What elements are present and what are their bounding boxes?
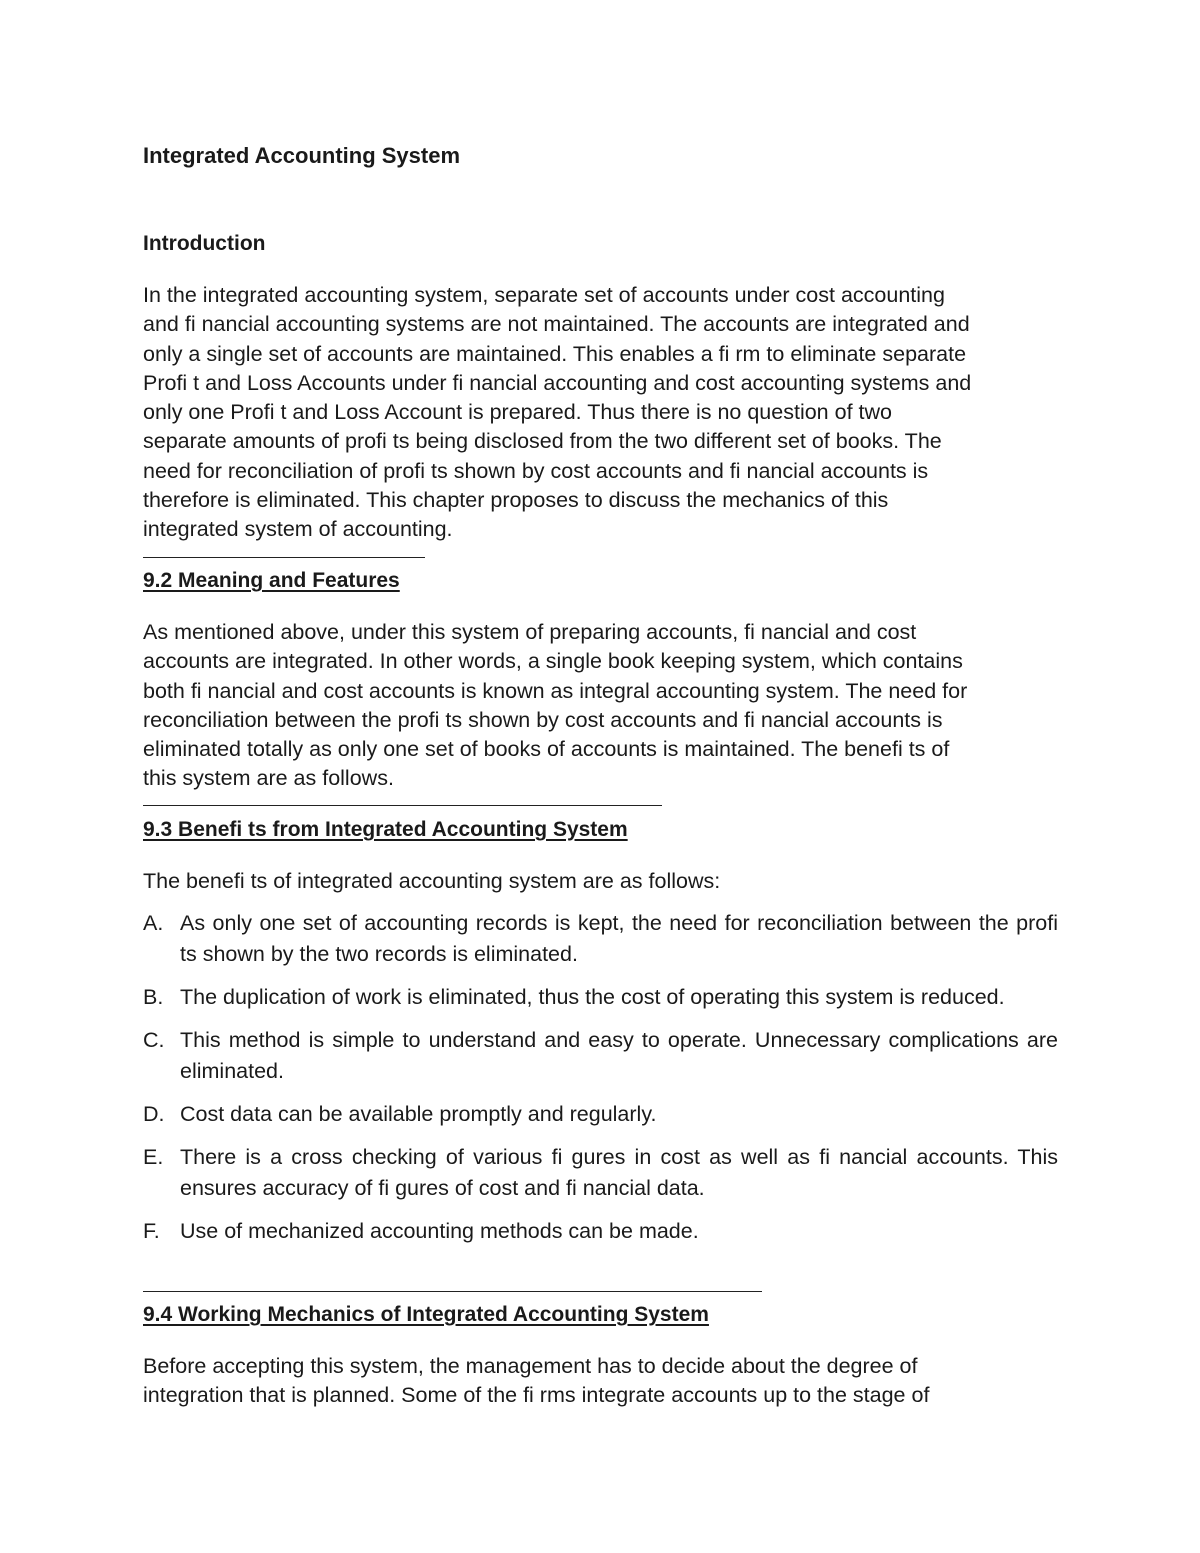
list-item-letter: C. [143, 1028, 165, 1052]
section-9-3-intro: The benefi ts of integrated accounting system are as follows: [143, 869, 721, 893]
section-divider [143, 805, 662, 806]
list-item-text: Use of mechanized accounting methods can be made. [180, 1219, 699, 1243]
list-item [143, 982, 1058, 1013]
list-item-text: There is a cross checking of various fi gures in cost as well as fi nancial accounts. This ensures accuracy of fi gures of cost and fi nancial data. [180, 1145, 1058, 1200]
list-item-letter: D. [143, 1102, 165, 1126]
list-item-letter: B. [143, 985, 164, 1009]
list-item [143, 1099, 1058, 1130]
list-item-text: Cost data can be available promptly and regularly. [180, 1102, 657, 1126]
list-item-letter: E. [143, 1145, 164, 1169]
section-9-4-paragraph: Before accepting this system, the management has to decide about the degree of integration that is planned. Some of the fi rms integrate accounts up to the stage of [143, 1354, 930, 1408]
list-item-letter: F. [143, 1219, 160, 1243]
list-item-text: This method is simple to understand and easy to operate. Unnecessary complications are eliminated. [180, 1028, 1058, 1083]
list-item [143, 1025, 1058, 1087]
introduction-paragraph: In the integrated accounting system, separate set of accounts under cost accounting and fi nancial accounting systems are not maintained. The accounts are integrated and only a single set of accounts are maintained. This enables a fi rm to eliminate separate Profi t and Loss Accounts under fi nancial accounting and cost accounting systems and only one Profi t and Loss Account is prepared. Thus there is no question of two separate amounts of profi ts being disclosed from the two different set of books. The need for reconciliation of profi ts shown by cost accounts and fi nancial accounts is therefore is eliminated. This chapter proposes to discuss the mechanics of this integrated system of accounting. [143, 283, 972, 542]
section-9-2-heading: 9.2 Meaning and Features [143, 569, 400, 592]
list-item [143, 908, 1058, 970]
list-item [143, 1216, 1058, 1247]
section-9-4-heading: 9.4 Working Mechanics of Integrated Accounting System [143, 1303, 709, 1326]
section-divider [143, 557, 425, 558]
introduction-heading: Introduction [143, 232, 266, 255]
list-item-text: The duplication of work is eliminated, thus the cost of operating this system is reduced. [180, 985, 1005, 1009]
list-item [143, 1142, 1058, 1204]
document-title: Integrated Accounting System [143, 143, 461, 168]
section-9-3-heading: 9.3 Benefi ts from Integrated Accounting System [143, 818, 628, 841]
section-divider [143, 1291, 762, 1292]
list-item-letter: A. [143, 911, 164, 935]
list-item-text: As only one set of accounting records is kept, the need for reconciliation between the profi ts shown by the two records is eliminated. [180, 911, 1058, 966]
benefits-list [143, 908, 1058, 1259]
section-9-2-paragraph: As mentioned above, under this system of preparing accounts, fi nancial and cost accounts are integrated. In other words, a single book keeping system, which contains both fi nancial and cost accounts is known as integral accounting system. The need for reconciliation between the profi ts shown by cost accounts and fi nancial accounts is eliminated totally as only one set of books of accounts is maintained. The benefi ts of this system are as follows. [143, 620, 968, 791]
